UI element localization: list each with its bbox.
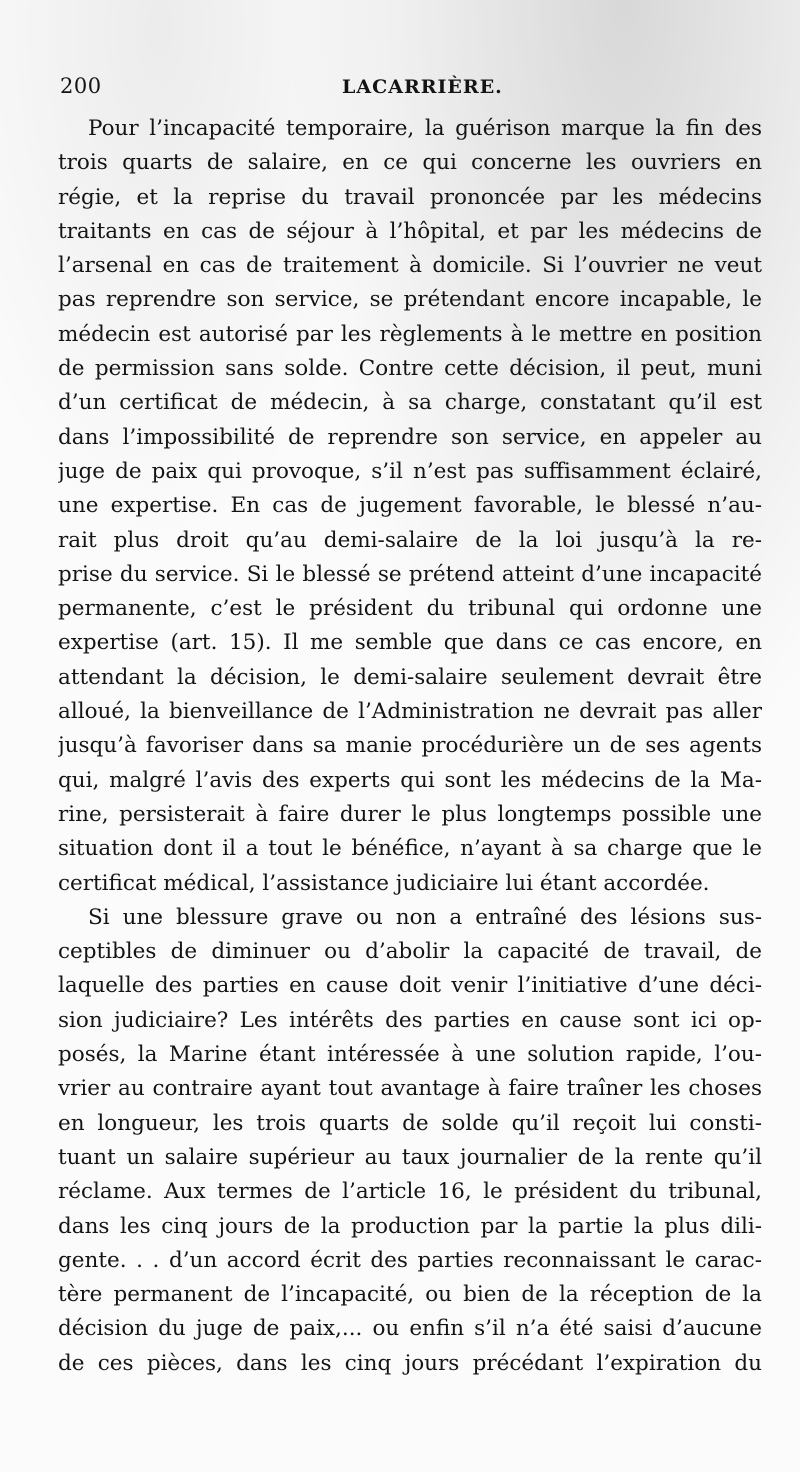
text-line: dans les cinq jours de la production par la partie la plus dili- bbox=[58, 1213, 762, 1239]
text-line: tuant un salaire supérieur au taux journalier de la rente qu’il bbox=[58, 1144, 762, 1170]
text-line: sion judiciaire? Les intérêts des parties en cause sont ici op- bbox=[58, 1007, 762, 1033]
text-line: juge de paix qui provoque, s’il n’est pas suffisamment éclairé, bbox=[58, 458, 762, 484]
text-line: situation dont il a tout le bénéfice, n’ayant à sa charge que le bbox=[58, 836, 762, 862]
text-line: gente. . . d’un accord écrit des parties reconnaissant le carac- bbox=[58, 1247, 762, 1273]
text-line: alloué, la bienveillance de l’Administration ne devrait pas aller bbox=[58, 699, 762, 725]
text-line: médecin est autorisé par les règlements à le mettre en position bbox=[58, 321, 762, 347]
text-line: qui, malgré l’avis des experts qui sont les médecins de la Ma- bbox=[58, 767, 762, 793]
text-line: attendant la décision, le demi-salaire seulement devrait être bbox=[58, 664, 762, 690]
text-line: décision du juge de paix,... ou enfin s’il n’a été saisi d’aucune bbox=[58, 1316, 762, 1342]
text-line: vrier au contraire ayant tout avantage à faire traîner les choses bbox=[58, 1076, 762, 1102]
page-number: 200 bbox=[60, 74, 102, 98]
text-line: régie, et la reprise du travail prononcée par les médecins bbox=[58, 184, 762, 210]
text-line: Pour l’incapacité temporaire, la guérison marque la fin des bbox=[88, 116, 762, 141]
text-line: prise du service. Si le blessé se prétend atteint d’une incapacité bbox=[58, 561, 762, 587]
text-line: laquelle des parties en cause doit venir l’initiative d’une déci- bbox=[58, 973, 762, 999]
text-line: rait plus droit qu’au demi-salaire de la loi jusqu’à la re- bbox=[58, 527, 762, 553]
text-line: l’arsenal en cas de traitement à domicile. Si l’ouvrier ne veut bbox=[58, 253, 762, 279]
text-line: ceptibles de diminuer ou d’abolir la capacité de travail, de bbox=[58, 939, 762, 965]
running-head bbox=[60, 74, 760, 106]
text-line: Si une blessure grave ou non a entraîné des lésions sus- bbox=[88, 904, 762, 930]
text-line: trois quarts de salaire, en ce qui concerne les ouvriers en bbox=[58, 150, 762, 176]
text-line: traitants en cas de séjour à l’hôpital, et par les médecins de bbox=[58, 218, 762, 244]
text-line: en longueur, les trois quarts de solde qu’il reçoit lui consti- bbox=[58, 1110, 762, 1136]
text-line: rine, persisterait à faire durer le plus longtemps possible une bbox=[58, 801, 762, 827]
text-line: permanente, c’est le président du tribunal qui ordonne une bbox=[58, 596, 762, 622]
text-line: jusqu’à favoriser dans sa manie procédurière un de ses agents bbox=[58, 733, 762, 759]
text-line: une expertise. En cas de jugement favorable, le blessé n’au- bbox=[58, 493, 762, 519]
text-line: de ces pièces, dans les cinq jours précédant l’expiration du bbox=[58, 1350, 762, 1376]
running-title: LACARRIÈRE. bbox=[342, 76, 503, 98]
text-line: d’un certificat de médecin, à sa charge, constatant qu’il est bbox=[58, 390, 762, 416]
text-line: certificat médical, l’assistance judiciaire lui étant accordée. bbox=[58, 870, 710, 896]
text-line: de permission sans solde. Contre cette décision, il peut, muni bbox=[58, 356, 762, 382]
text-line: tère permanent de l’incapacité, ou bien de la réception de la bbox=[58, 1282, 762, 1308]
text-line: posés, la Marine étant intéressée à une solution rapide, l’ou- bbox=[58, 1042, 762, 1068]
text-line: réclame. Aux termes de l’article 16, le président du tribunal, bbox=[58, 1179, 762, 1205]
body-text bbox=[58, 112, 762, 1381]
text-line: pas reprendre son service, se prétendant encore incapable, le bbox=[58, 287, 762, 313]
text-line: expertise (art. 15). Il me semble que dans ce cas encore, en bbox=[58, 630, 762, 656]
text-line: dans l’impossibilité de reprendre son service, en appeler au bbox=[58, 424, 762, 450]
